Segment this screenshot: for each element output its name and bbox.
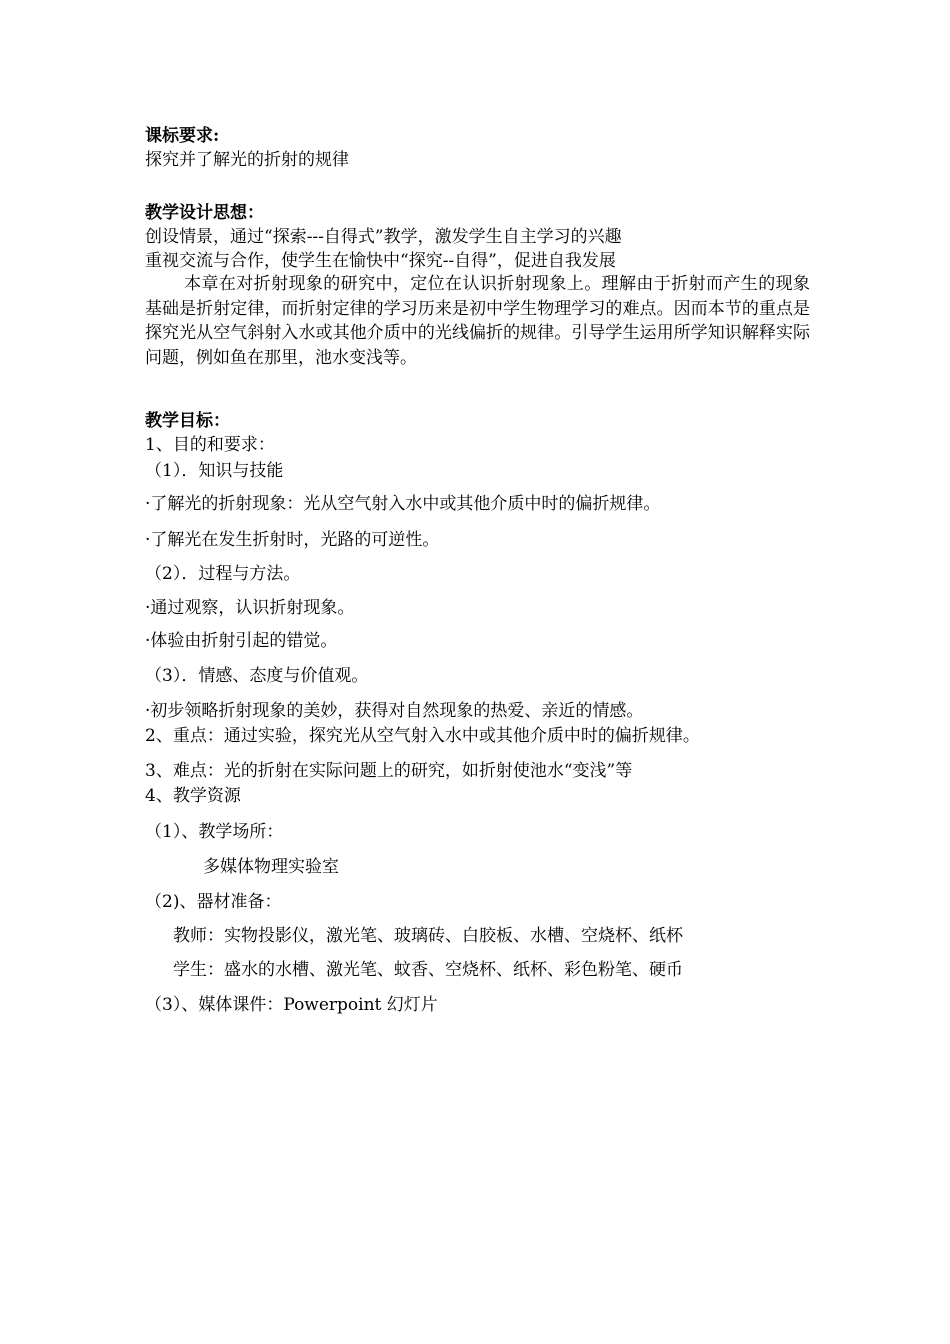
design-line-1: 创设情景，通过“探索---自得式”教学，激发学生自主学习的兴趣 <box>145 227 622 247</box>
key-point: 2、重点：通过实验，探究光从空气射入水中或其他介质中时的偏折规律。 <box>145 726 700 746</box>
equipment-label: （2)、器材准备： <box>145 892 282 912</box>
design-paragraph: 本章在对折射现象的研究中，定位在认识折射现象上。理解由于折射而产生的现象基础是折射定律，而折射定律的学习历来是初中学生物理学习的难点。因而本节的重点是探究光从空气斜射入水或其他介质中的光线偏折的规律。引导学生运用所学知识解释实际问题，例如鱼在那里，池水变浅等。 <box>145 274 810 368</box>
objective-item-1: 1、目的和要求： <box>145 435 275 455</box>
teacher-equipment: 教师：实物投影仪，激光笔、玻璃砖、白胶板、水槽、空烧杯、纸杯 <box>173 926 683 946</box>
knowledge-skills-heading: （1）．知识与技能 <box>145 461 284 481</box>
process-method-heading: （2）．过程与方法。 <box>145 564 301 584</box>
process-bullet-1: ·通过观察，认识折射现象。 <box>145 598 355 618</box>
knowledge-bullet-1: ·了解光的折射现象：光从空气射入水中或其他介质中时的偏折规律。 <box>145 494 661 514</box>
objectives-heading: 教学目标： <box>145 411 230 431</box>
knowledge-bullet-2: ·了解光在发生折射时，光路的可逆性。 <box>145 530 440 550</box>
resources-heading: 4、教学资源 <box>145 786 241 806</box>
process-bullet-2: ·体验由折射引起的错觉。 <box>145 631 338 651</box>
attitude-bullet-1: ·初步领略折射现象的美妙，获得对自然现象的热爱、亲近的情感。 <box>145 701 644 721</box>
difficult-point: 3、难点：光的折射在实际问题上的研究，如折射使池水“变浅”等 <box>145 761 633 781</box>
curriculum-text: 探究并了解光的折射的规律 <box>145 150 349 170</box>
media-courseware: （3）、媒体课件：Powerpoint 幻灯片 <box>145 995 438 1015</box>
design-heading: 教学设计思想： <box>145 203 264 223</box>
attitude-heading: （3）．情感、态度与价值观。 <box>145 666 369 686</box>
curriculum-heading: 课标要求: <box>145 126 220 146</box>
student-equipment: 学生：盛水的水槽、激光笔、蚊香、空烧杯、纸杯、彩色粉笔、硬币 <box>173 960 683 980</box>
design-line-2: 重视交流与合作，使学生在愉快中“探究--自得”，促进自我发展 <box>145 251 616 271</box>
venue-label: （1）、教学场所： <box>145 822 284 842</box>
venue-value: 多媒体物理实验室 <box>203 857 339 877</box>
